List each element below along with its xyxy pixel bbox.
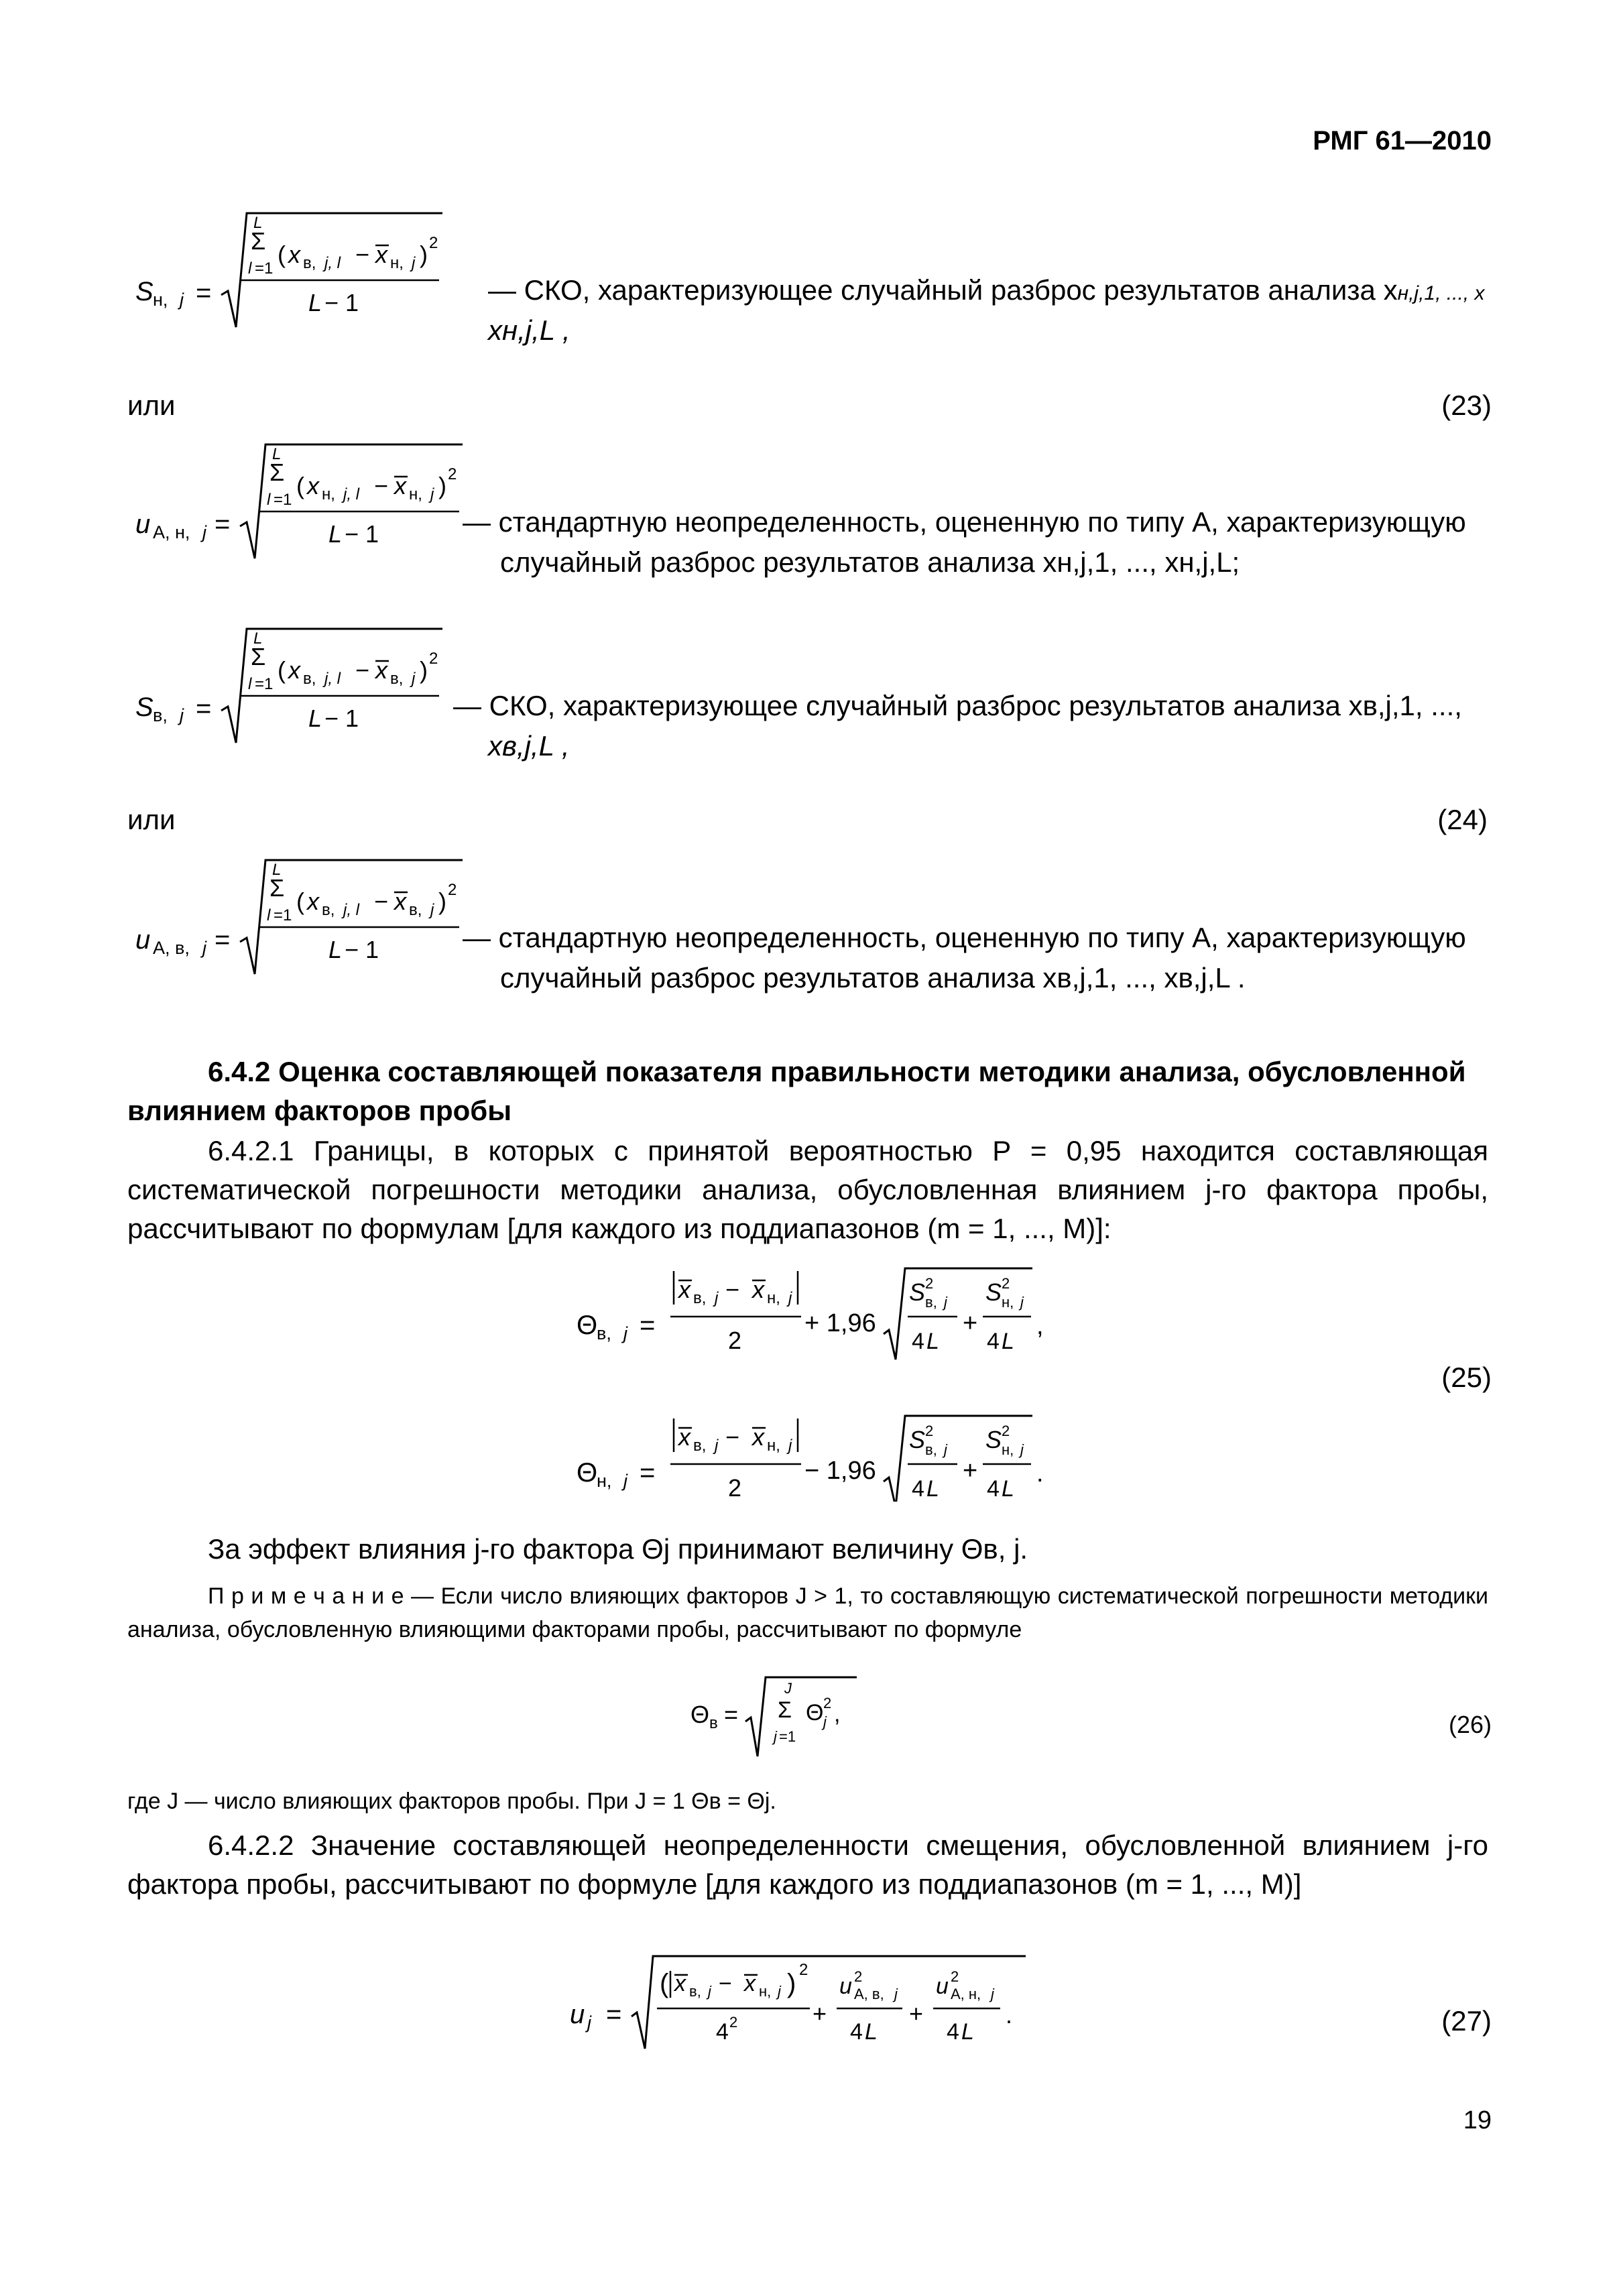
svg-text:u: u: [839, 1974, 852, 1999]
section-heading: 6.4.2 Оценка составляющей показателя правильности методики анализа, обусловленной влиянием факторов пробы: [127, 1056, 1466, 1126]
svg-text:А, н,: А, н,: [153, 522, 190, 542]
svg-text:S: S: [909, 1426, 926, 1453]
or-word-23: или: [127, 389, 176, 421]
svg-text:4: 4: [987, 1476, 1000, 1502]
svg-text:Σ: Σ: [251, 643, 266, 670]
svg-text:x: x: [752, 1423, 764, 1451]
svg-text:j: j: [412, 670, 416, 688]
paragraph-6-4-2-2: 6.4.2.2 Значение составляющей неопределенности смещения, обусловленной влиянием j-го фактора пробы, рассчитывают по формуле [для каждого из поддиапазонов (m = 1, ..., M)]: [127, 1829, 1488, 1900]
svg-text:L: L: [961, 2019, 974, 2045]
def-u-a-n-line2: случайный разброс результатов анализа xн,j,1, ..., xн,j,L;: [500, 546, 1240, 578]
svg-text:L: L: [308, 705, 322, 732]
svg-text:−: −: [355, 656, 370, 684]
svg-text:А, в,: А, в,: [153, 938, 190, 958]
svg-text:=: =: [724, 1701, 739, 1728]
equation-number-23: (23): [1441, 389, 1492, 421]
svg-text:в,: в,: [689, 1983, 701, 2000]
formula-theta: [577, 1260, 1113, 1502]
svg-text:=1: =1: [274, 906, 292, 924]
formula-s-v: [127, 617, 476, 751]
svg-text:x: x: [678, 1423, 690, 1451]
svg-text:j, l: j, l: [343, 485, 359, 503]
svg-text:2: 2: [728, 1474, 742, 1502]
svg-text:): ): [787, 1969, 796, 1998]
svg-text:j: j: [623, 1323, 627, 1343]
svg-text:j: j: [1020, 1441, 1024, 1458]
svg-text:4: 4: [912, 1329, 924, 1354]
svg-text:2: 2: [448, 465, 457, 483]
svg-text:u: u: [135, 925, 151, 955]
equation-number-26: (26): [1448, 1711, 1492, 1738]
svg-text:x: x: [307, 888, 319, 915]
svg-text:Σ: Σ: [251, 227, 266, 255]
svg-text:(: (: [660, 1969, 669, 1998]
svg-text:x: x: [394, 472, 406, 499]
svg-text:=: =: [196, 694, 212, 723]
svg-text:н,: н,: [1002, 1441, 1014, 1458]
svg-text:j: j: [202, 522, 206, 542]
svg-text:4: 4: [912, 1476, 924, 1502]
svg-text:н,: н,: [153, 290, 168, 310]
svg-text:S: S: [985, 1426, 1002, 1453]
formula-26: [684, 1669, 898, 1770]
svg-text:,: ,: [834, 1701, 841, 1727]
svg-text:=: =: [640, 1458, 656, 1488]
svg-text:(: (: [296, 888, 304, 915]
svg-text:L: L: [328, 520, 343, 548]
svg-text:j: j: [587, 2012, 591, 2033]
svg-text:S: S: [909, 1278, 926, 1306]
svg-text:Θ: Θ: [690, 1701, 710, 1728]
svg-text:(: (: [296, 472, 304, 499]
svg-text:j: j: [180, 705, 184, 725]
svg-text:2: 2: [854, 1968, 863, 1985]
svg-text:): ): [420, 656, 428, 684]
svg-text:в,: в,: [322, 901, 335, 919]
svg-text:.: .: [1036, 1459, 1044, 1488]
svg-text:L: L: [1002, 1329, 1014, 1354]
svg-text:L: L: [1002, 1476, 1014, 1502]
svg-text:2: 2: [1002, 1423, 1010, 1439]
svg-text:u: u: [936, 1974, 949, 1999]
formula-u-a-n: [127, 432, 476, 566]
svg-text:L: L: [308, 289, 322, 316]
svg-text:− 1: − 1: [345, 936, 379, 963]
svg-text:4: 4: [987, 1329, 1000, 1354]
svg-text:j: j: [788, 1437, 792, 1455]
svg-text:u: u: [135, 509, 151, 539]
def-s-v-line2: xв,j,L ,: [488, 730, 570, 762]
svg-text:−: −: [725, 1276, 740, 1303]
svg-text:−: −: [374, 888, 389, 915]
svg-text:2: 2: [925, 1275, 934, 1292]
paragraph-6-4-2-1: 6.4.2.1 Границы, в которых с принятой вероятностью P = 0,95 находится составляющая систематической погрешности методики анализа, обусловленная влиянием j-го фактора пробы, рассчитывают по формулам [для каждого из поддиапазонов (m = 1, ..., M)]:: [127, 1135, 1488, 1244]
def-s-n: [488, 276, 1484, 304]
svg-text:н,: н,: [767, 1289, 780, 1307]
effect-sentence: За эффект влияния j-го фактора Θj принимают величину Θв, j.: [208, 1533, 1028, 1565]
svg-text:j: j: [180, 290, 184, 310]
svg-text:x: x: [678, 1276, 690, 1303]
svg-text:j: j: [715, 1289, 719, 1307]
svg-text:j, l: j, l: [324, 670, 341, 688]
equation-number-25: (25): [1441, 1362, 1492, 1393]
equation-number-27: (27): [1441, 2005, 1492, 2037]
page-number: 19: [1463, 2106, 1492, 2134]
svg-text:н,: н,: [759, 1983, 772, 2000]
svg-text:2: 2: [448, 881, 457, 899]
svg-text:2: 2: [823, 1695, 832, 1711]
svg-text:в: в: [709, 1714, 718, 1732]
svg-text:+: +: [813, 2000, 827, 2027]
svg-text:2: 2: [925, 1423, 934, 1439]
formula-s-n: [127, 201, 476, 335]
svg-text:=: =: [606, 2000, 622, 2029]
svg-text:j: j: [623, 1471, 627, 1491]
svg-text:−: −: [374, 472, 389, 499]
svg-text:−: −: [725, 1423, 740, 1451]
svg-text:− 1: − 1: [324, 705, 359, 732]
svg-text:j: j: [430, 901, 434, 919]
def-u-a-v: — стандартную неопределенность, оцененную по типу А, характеризующую: [463, 922, 1466, 953]
svg-text:2: 2: [729, 2014, 738, 2031]
svg-text:j: j: [944, 1294, 947, 1311]
svg-text:А, н,: А, н,: [951, 1986, 981, 2002]
svg-text:4: 4: [947, 2019, 959, 2045]
def-u-a-n: — стандартную неопределенность, оцененную по типу А, характеризующую: [463, 506, 1466, 538]
svg-text:l: l: [248, 259, 252, 278]
svg-text:2: 2: [799, 1961, 808, 1979]
svg-text:Σ: Σ: [269, 459, 285, 486]
svg-text:в,: в,: [693, 1437, 707, 1455]
svg-text:x: x: [375, 241, 387, 268]
svg-text:=: =: [196, 278, 212, 308]
svg-text:в,: в,: [693, 1289, 707, 1307]
svg-text:Σ: Σ: [778, 1697, 792, 1723]
svg-text:=: =: [640, 1311, 656, 1340]
svg-text:j: j: [412, 254, 416, 272]
svg-text:L: L: [253, 214, 263, 232]
svg-text:Θ: Θ: [577, 1311, 598, 1340]
svg-text:−: −: [355, 241, 370, 268]
svg-text:L: L: [328, 936, 343, 963]
svg-text:(: (: [278, 656, 286, 684]
svg-text:н,: н,: [597, 1471, 612, 1491]
svg-text:j: j: [774, 1728, 777, 1745]
svg-text:j: j: [202, 938, 206, 958]
svg-text:в,: в,: [597, 1323, 611, 1343]
svg-text:j: j: [1020, 1294, 1024, 1311]
svg-text:н,: н,: [767, 1437, 780, 1455]
svg-text:,: ,: [1036, 1312, 1044, 1340]
document-header: РМГ 61—2010: [1313, 126, 1492, 156]
svg-text:l: l: [248, 675, 252, 693]
svg-text:.: .: [1006, 2001, 1013, 2029]
svg-text:+: +: [963, 1457, 978, 1485]
svg-text:S: S: [985, 1278, 1002, 1306]
svg-text:x: x: [288, 656, 300, 684]
svg-text:=1: =1: [779, 1728, 796, 1745]
or-word-24: или: [127, 804, 176, 835]
svg-text:L: L: [253, 629, 263, 648]
svg-text:L: L: [926, 1476, 939, 1502]
svg-text:): ): [438, 888, 446, 915]
svg-text:(: (: [278, 241, 286, 268]
svg-text:l: l: [267, 491, 271, 509]
svg-text:н,: н,: [409, 485, 422, 503]
svg-text:н,: н,: [322, 485, 335, 503]
svg-text:Σ: Σ: [269, 874, 285, 902]
svg-text:j: j: [788, 1289, 792, 1307]
note: П р и м е ч а н и е — Если число влияющих факторов J > 1, то составляющую систематической погрешности методики анализа, обусловленную влияющими факторами пробы, рассчитывают по формуле: [127, 1583, 1488, 1642]
svg-text:j: j: [823, 1713, 827, 1730]
svg-text:S: S: [135, 277, 154, 306]
svg-text:в,: в,: [303, 254, 316, 272]
svg-text:в,: в,: [409, 901, 422, 919]
def-s-n-line2: xн,j,L ,: [488, 314, 570, 346]
svg-text:2: 2: [429, 650, 438, 668]
svg-text:l: l: [267, 906, 271, 924]
def-s-n-tail: н,j,1, ..., x: [1397, 282, 1485, 304]
svg-text:− 1: − 1: [324, 289, 359, 316]
svg-text:x: x: [375, 656, 387, 684]
svg-text:А, в,: А, в,: [854, 1986, 884, 2002]
svg-text:в,: в,: [390, 670, 404, 688]
svg-text:Θ: Θ: [577, 1458, 598, 1488]
svg-text:x: x: [394, 888, 406, 915]
svg-text:+: +: [963, 1309, 978, 1337]
svg-text:L: L: [272, 445, 282, 463]
svg-text:j: j: [944, 1441, 947, 1458]
svg-text:н,: н,: [1002, 1294, 1014, 1311]
svg-text:− 1: − 1: [345, 520, 379, 548]
svg-text:j: j: [778, 1983, 781, 2000]
svg-text:в,: в,: [153, 705, 168, 725]
svg-text:+ 1,96: + 1,96: [804, 1309, 876, 1337]
svg-text:2: 2: [1002, 1275, 1010, 1292]
svg-text:j: j: [430, 485, 434, 503]
def-s-v: — СКО, характеризующее случайный разброс результатов анализа xв,j,1, ...,: [453, 690, 1462, 721]
svg-text:L: L: [926, 1329, 939, 1354]
svg-text:2: 2: [951, 1968, 959, 1985]
svg-text:=1: =1: [274, 491, 292, 509]
svg-text:в,: в,: [303, 670, 316, 688]
svg-text:L: L: [865, 2019, 878, 2045]
svg-text:2: 2: [429, 234, 438, 252]
svg-text:=: =: [215, 925, 231, 955]
svg-text:2: 2: [728, 1327, 742, 1354]
where-line: где J — число влияющих факторов пробы. При J = 1 Θв = Θj.: [127, 1789, 776, 1814]
svg-text:J: J: [784, 1680, 792, 1697]
svg-text:4: 4: [716, 2019, 729, 2045]
svg-text:н,: н,: [390, 254, 404, 272]
svg-text:x: x: [674, 1971, 686, 1996]
svg-text:в,: в,: [925, 1441, 937, 1458]
svg-text:=1: =1: [255, 259, 274, 278]
svg-text:u: u: [570, 2000, 585, 2029]
svg-text:): ): [420, 241, 428, 268]
svg-text:4: 4: [850, 2019, 863, 2045]
svg-text:=: =: [215, 509, 231, 539]
svg-text:x: x: [307, 472, 319, 499]
def-s-n-text: — СКО, характеризующее случайный разброс результатов анализа x: [488, 274, 1398, 306]
svg-text:x: x: [744, 1971, 756, 1996]
svg-text:=1: =1: [255, 675, 274, 693]
formula-u-a-v: [127, 848, 476, 982]
svg-text:j: j: [991, 1986, 994, 2002]
svg-text:Θ: Θ: [806, 1700, 824, 1726]
svg-text:j: j: [715, 1437, 719, 1455]
svg-text:j: j: [708, 1983, 711, 2000]
svg-text:j: j: [894, 1986, 898, 2002]
svg-text:−: −: [719, 1971, 732, 1996]
svg-text:S: S: [135, 692, 154, 722]
svg-text:в,: в,: [925, 1294, 937, 1311]
svg-text:j, l: j, l: [343, 901, 359, 919]
svg-text:+: +: [909, 2000, 924, 2027]
svg-text:x: x: [288, 241, 300, 268]
svg-text:j, l: j, l: [324, 254, 341, 272]
svg-text:− 1,96: − 1,96: [804, 1457, 876, 1485]
svg-text:x: x: [752, 1276, 764, 1303]
formula-27: [570, 1944, 1039, 2051]
equation-number-24: (24): [1437, 804, 1488, 835]
svg-text:L: L: [272, 861, 282, 879]
svg-text:): ): [438, 472, 446, 499]
def-u-a-v-line2: случайный разброс результатов анализа xв,j,1, ..., xв,j,L .: [500, 962, 1246, 993]
